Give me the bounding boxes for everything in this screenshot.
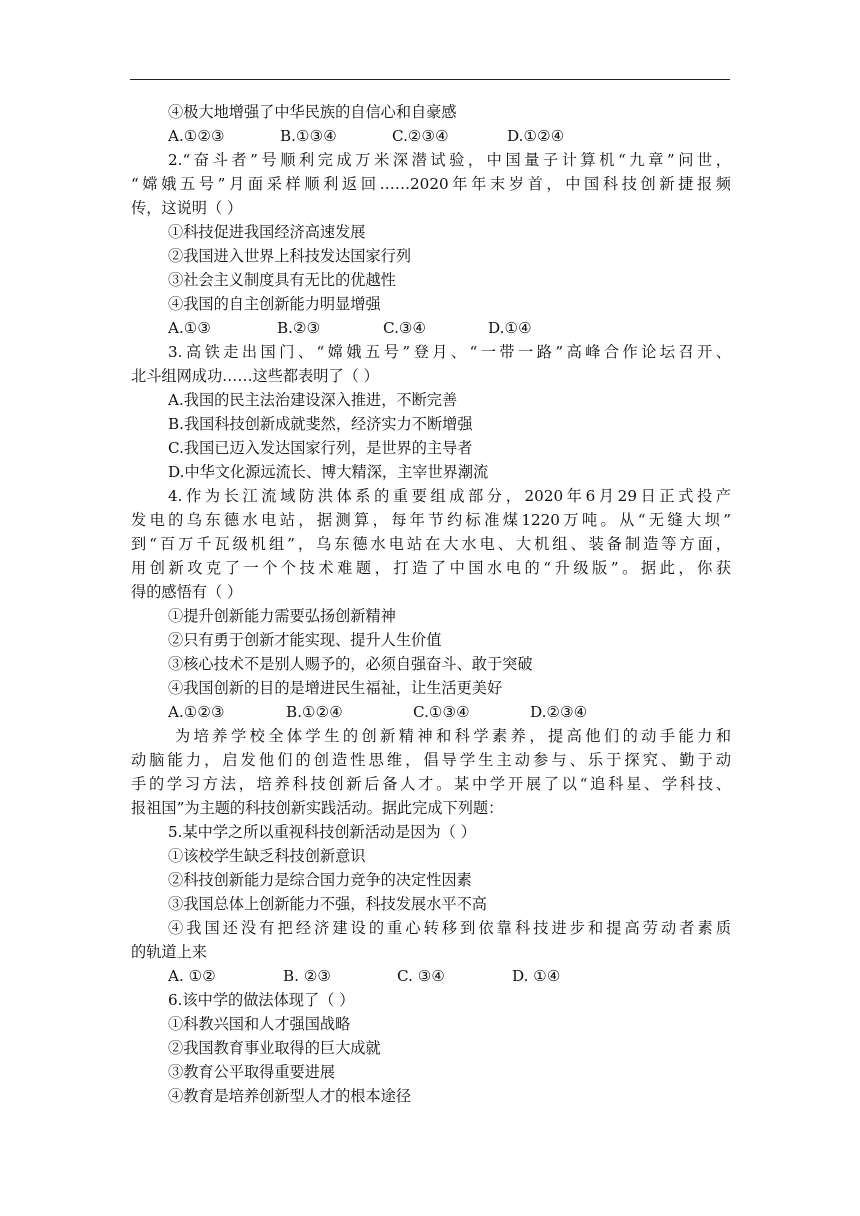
answer-options — [131, 124, 731, 148]
answer-option: D.①②④ — [507, 127, 565, 145]
text-line: ④极大地增强了中华民族的自信心和自豪感 — [168, 103, 457, 121]
text-line: 6.该中学的做法体现了（ ） — [168, 991, 355, 1009]
document-content — [131, 100, 731, 1108]
answer-option: D. ①④ — [512, 967, 561, 985]
text-line: ④我国创新的目的是增进民生福祉，让生活更美好 — [168, 679, 503, 697]
text-line: ④教育是培养创新型人才的根本途径 — [168, 1087, 411, 1105]
answer-options — [131, 700, 731, 724]
text-line: ④我国的自主创新能力明显增强 — [168, 295, 381, 313]
text-line: 3.高铁走出国门、“嫦娥五号”登月、“一带一路”高峰合作论坛召开、 — [168, 343, 731, 361]
text-line: ①科技促进我国经济高速发展 — [168, 223, 366, 241]
answer-option: C.②③④ — [392, 127, 449, 145]
text-line: ①提升创新能力需要弘扬创新精神 — [168, 607, 396, 625]
text-line: 5.某中学之所以重视科技创新活动是因为（ ） — [168, 823, 476, 841]
text-line: A.我国的民主法治建设深入推进，不断完善 — [168, 391, 458, 409]
answer-option: A.①③ — [168, 319, 212, 337]
text-line: ①科教兴国和人才强国战略 — [168, 1015, 351, 1033]
text-line: 2.“奋斗者”号顺利完成万米深潜试验，中国量子计算机“九章”问世， — [168, 151, 731, 169]
answer-option: B.②③ — [277, 319, 321, 337]
answer-options — [131, 964, 731, 988]
text-line: C.我国已迈入发达国家行列，是世界的主导者 — [168, 439, 473, 457]
text-line: 为培养学校全体学生的创新精神和科学素养，提高他们的动手能力和 — [175, 727, 731, 745]
text-line: 北斗组网成功……这些都表明了（ ） — [131, 367, 379, 385]
answer-option: B. ②③ — [283, 967, 332, 985]
text-line: D.中华文化源远流长、博大精深，主宰世界潮流 — [168, 463, 489, 481]
text-line: ③核心技术不是别人赐予的，必须自强奋斗、敢于突破 — [168, 655, 533, 673]
answer-option: B.①②④ — [286, 703, 343, 721]
answer-option: C. ③④ — [397, 967, 445, 985]
text-line: ①该校学生缺乏科技创新意识 — [168, 847, 366, 865]
text-line: 4.作为长江流域防洪体系的重要组成部分，2020年6月29日正式投产 — [168, 487, 731, 505]
answer-options — [131, 316, 731, 340]
text-line: B.我国科技创新成就斐然，经济实力不断增强 — [168, 415, 473, 433]
text-line: ②只有勇于创新才能实现、提升人生价值 — [168, 631, 442, 649]
text-line: 报祖国”为主题的科技创新实践活动。据此完成下列题： — [131, 799, 504, 817]
text-line: ③教育公平取得重要进展 — [168, 1063, 336, 1081]
answer-option: C.①③④ — [413, 703, 470, 721]
text-line: 手的学习方法，培养科技创新后备人才。某中学开展了以“追科星、学科技、 — [131, 775, 731, 793]
answer-option: A.①②③ — [168, 703, 225, 721]
answer-option: B.①③④ — [280, 127, 337, 145]
answer-option: C.③④ — [383, 319, 427, 337]
header-rule — [130, 79, 730, 80]
text-line: “嫦娥五号”月面采样顺利返回……2020年年末岁首，中国科技创新捷报频 — [131, 175, 731, 193]
text-line: ②我国教育事业取得的巨大成就 — [168, 1039, 381, 1057]
text-line: 动脑能力，启发他们的创造性思维，倡导学生主动参与、乐于探究、勤于动 — [131, 751, 731, 769]
answer-option: D.②③④ — [530, 703, 588, 721]
answer-option: D.①④ — [488, 319, 532, 337]
text-line: 得的感悟有（ ） — [131, 583, 243, 601]
text-line: ③社会主义制度具有无比的优越性 — [168, 271, 396, 289]
text-line: ②科技创新能力是综合国力竞争的决定性因素 — [168, 871, 472, 889]
answer-option: A. ①② — [168, 967, 216, 985]
text-line: ③我国总体上创新能力不强，科技发展水平不高 — [168, 895, 487, 913]
text-line: 传，这说明（ ） — [131, 199, 243, 217]
text-line: 发电的乌东德水电站，据测算，每年节约标准煤1220万吨。从“无缝大坝” — [131, 511, 731, 529]
answer-option: A.①②③ — [168, 127, 225, 145]
text-line: ②我国进入世界上科技发达国家行列 — [168, 247, 411, 265]
text-line: 的轨道上来 — [131, 943, 207, 961]
text-line: 到“百万千瓦级机组”，乌东德水电站在大水电、大机组、装备制造等方面， — [131, 535, 731, 553]
text-line: 用创新攻克了一个个技术难题，打造了中国水电的“升级版”。据此，你获 — [131, 559, 731, 577]
text-line: ④我国还没有把经济建设的重心转移到依靠科技进步和提高劳动者素质 — [168, 919, 731, 937]
